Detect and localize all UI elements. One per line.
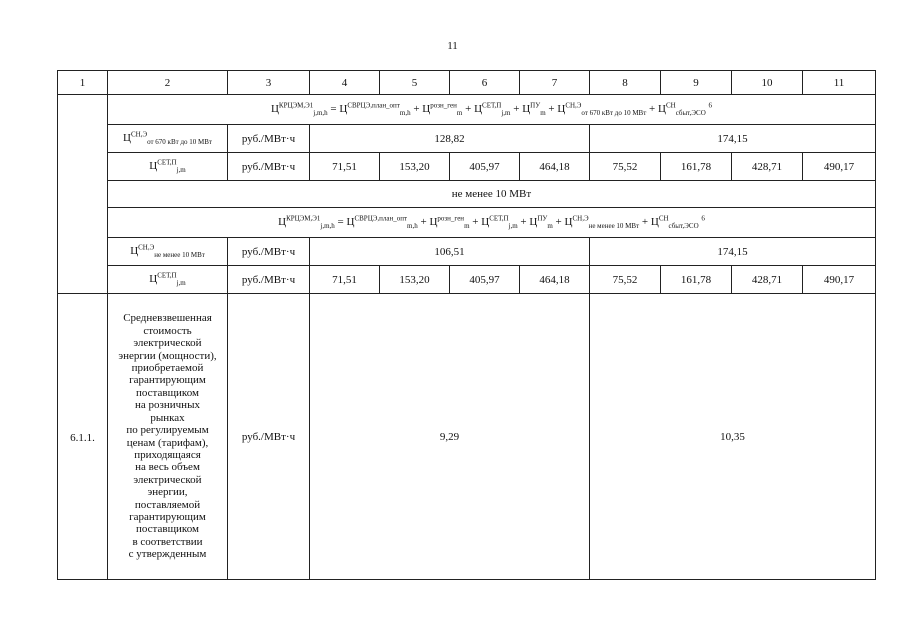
column-header: 4 <box>310 71 380 95</box>
column-header-row <box>58 71 876 95</box>
formula-expression: $Ц^{КРЦЭМ,Э1}_{j,m,h} = Ц^{СВРЦЭ,план\_опт}_{m,h} + Ц^{розн\_ген}_m + Ц^{СЕТ,П}_{j,m} + Ц^{ПУ}_m + Ц^{СН,Э}_{от 670 кВт до 10 МВт} + Ц^{СН}_{сбыт,ЭСО}$ $^6$ <box>270 101 713 118</box>
column-header: 2 <box>108 71 228 95</box>
indicator-cell: $Ц^{СЕТ,П}_{j,m}$ <box>108 266 228 294</box>
value-cell: 490,17 <box>803 153 876 181</box>
value-cell: 405,97 <box>450 153 520 181</box>
set-row-10mw <box>58 266 876 294</box>
group-row-10mw <box>58 181 876 208</box>
value-cell: 464,18 <box>520 266 590 294</box>
formula-row-10mw <box>58 208 876 238</box>
row-description: Средневзвешенная стоимость электрической энергии (мощности), приобретаемой гарантирующим поставщиком на розничных рынках по регулируемым ценам (тарифам), приходящаяся на весь объем электрической энергии, поставляемой гарантирующим поставщиком в соответствии с утвержденным <box>108 294 228 580</box>
tariff-table <box>57 70 876 580</box>
sn-row-10mw <box>58 238 876 266</box>
column-header: 3 <box>228 71 310 95</box>
column-header: 8 <box>590 71 661 95</box>
set-row-670kw <box>58 153 876 181</box>
footnote-mark: 6 <box>708 101 713 110</box>
value-cell: 161,78 <box>661 153 732 181</box>
value-cell: 490,17 <box>803 266 876 294</box>
column-header: 5 <box>380 71 450 95</box>
page-number: 11 <box>447 40 458 52</box>
blank-number-cell <box>58 95 108 294</box>
value-cell: 153,20 <box>380 153 450 181</box>
column-header: 7 <box>520 71 590 95</box>
indicator-cell: $Ц^{СН,Э}_{не менее 10 МВт}$ <box>108 238 228 266</box>
value-cell: 405,97 <box>450 266 520 294</box>
unit-cell: руб./МВт·ч <box>228 153 310 181</box>
value-cell: 174,15 <box>590 238 876 266</box>
unit-cell: руб./МВт·ч <box>228 294 310 580</box>
value-cell: 10,35 <box>590 294 876 580</box>
unit-cell: руб./МВт·ч <box>228 266 310 294</box>
row-number: 6.1.1. <box>58 294 108 580</box>
indicator-cell: $Ц^{СН,Э}_{от 670 кВт до 10 МВт}$ <box>108 125 228 153</box>
value-cell: 161,78 <box>661 266 732 294</box>
value-cell: 153,20 <box>380 266 450 294</box>
unit-cell: руб./МВт·ч <box>228 125 310 153</box>
column-header: 10 <box>732 71 803 95</box>
formula-row-670kw <box>58 95 876 125</box>
value-cell: 106,51 <box>310 238 590 266</box>
sn-row-670kw <box>58 125 876 153</box>
column-header: 6 <box>450 71 520 95</box>
price-formula <box>108 95 876 125</box>
value-cell: 71,51 <box>310 153 380 181</box>
formula-expression: $Ц^{КРЦЭМ,Э1}_{j,m,h} = Ц^{СВРЦЭ,план\_опт}_{m,h} + Ц^{розн\_ген}_m + Ц^{СЕТ,П}_{j,m} + Ц^{ПУ}_m + Ц^{СН,Э}_{не менее 10 МВт} + Ц^{СН}_{сбыт,ЭСО}$ $^6$ <box>278 214 705 231</box>
value-cell: 428,71 <box>732 266 803 294</box>
value-cell: 75,52 <box>590 153 661 181</box>
unit-cell: руб./МВт·ч <box>228 238 310 266</box>
value-cell: 128,82 <box>310 125 590 153</box>
row-6-1-1 <box>58 294 876 580</box>
column-header: 11 <box>803 71 876 95</box>
value-cell: 75,52 <box>590 266 661 294</box>
footnote-mark: 6 <box>701 214 705 223</box>
price-formula <box>108 208 876 238</box>
value-cell: 71,51 <box>310 266 380 294</box>
value-cell: 174,15 <box>590 125 876 153</box>
value-cell: 464,18 <box>520 153 590 181</box>
indicator-cell: $Ц^{СЕТ,П}_{j,m}$ <box>108 153 228 181</box>
group-label: не менее 10 МВт <box>108 181 876 208</box>
column-header: 1 <box>58 71 108 95</box>
column-header: 9 <box>661 71 732 95</box>
value-cell: 428,71 <box>732 153 803 181</box>
value-cell: 9,29 <box>310 294 590 580</box>
